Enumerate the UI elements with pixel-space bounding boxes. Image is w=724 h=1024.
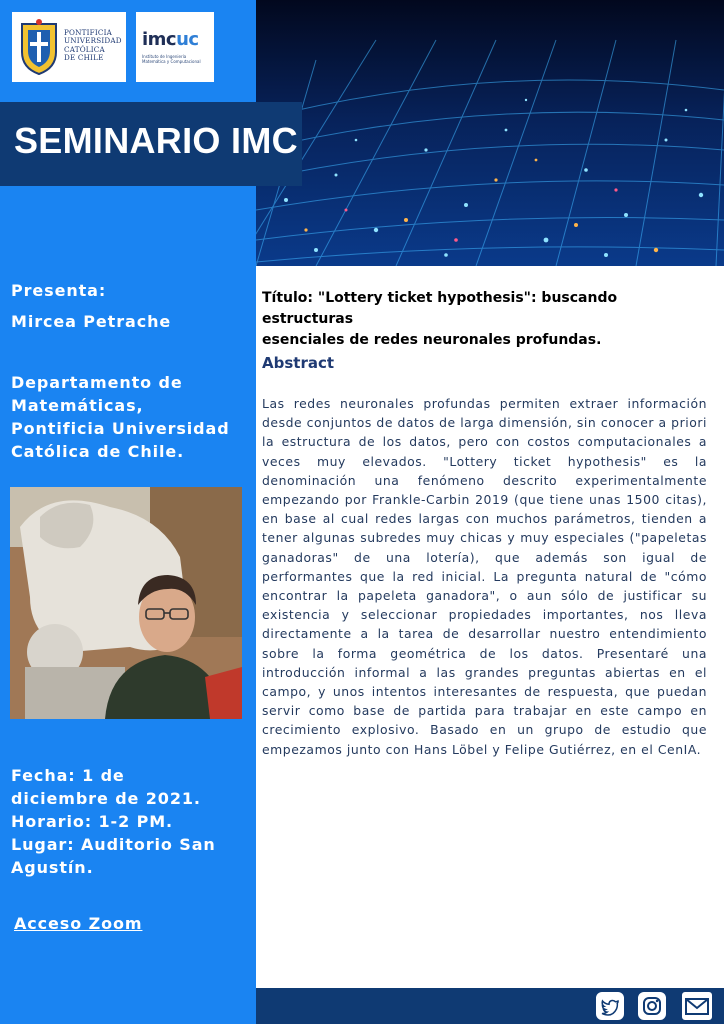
zoom-access-link[interactable]: Acceso Zoom [14, 914, 143, 933]
imc-logo [136, 12, 214, 82]
uc-logo [12, 12, 126, 82]
abstract-heading: Abstract [262, 354, 335, 372]
talk-title: Título: "Lottery ticket hypothesis": buscando estructuras esenciales de redes neuronales profundas. [262, 290, 618, 348]
twitter-icon[interactable] [594, 990, 626, 1022]
event-place-line-2: Agustín. [11, 858, 94, 877]
presenter-name: Mircea Petrache [11, 312, 172, 331]
imc-subtitle: Instituto de Ingeniería Matemática y Computacional [142, 54, 201, 64]
imc-wordmark: imcuc [142, 29, 199, 50]
event-details [11, 764, 216, 879]
presenter-affiliation: Departamento de Matemáticas, Pontificia Universidad Católica de Chile. [11, 373, 230, 461]
event-date-line-2: diciembre de 2021. [11, 789, 201, 808]
instagram-icon[interactable] [636, 990, 668, 1022]
hero-network-image [256, 0, 724, 266]
abstract-text: Las redes neuronales profundas permiten extraer información desde conjuntos de datos de larga dimensión, sin conocer a priori la estructura de los datos, pero con costos computacionales a veces muy elevados. "Lottery ticket hypothesis" es la denominación una fenómeno descrito experimentalmente empezando por Frankle-Carbin 2019 (que tiene unas 1500 citas), en base al cual redes largas con muchos parámetros, tienden a tener algunas subredes muy chicas y muy especiales ("papeletas ganadoras" de una lotería), que además son igual de performantes que la red inicial. La pregunta natural de "cómo encontrar la papeleta ganadora", o aun sólo de justificar su existencia y seleccionar propiedades importantes, nos lleva directamente a la tarea de desarrollar nuestro entendimiento sobre la forma geométrica de los datos. Presentaré una introducción informal a las grandes preguntas abiertas en el campo, y unos intentos interesantes de respuesta, que puedan servir como base de partida para trabajar en este campo en crecimiento explosivo. Basado en un grupo de estudio que empezamos junto con Hans Löbel y Felipe Gutiérrez, en el CenIA. [262, 396, 707, 757]
seminar-title: SEMINARIO IMC [14, 120, 298, 161]
event-time: Horario: 1-2 PM. [11, 812, 174, 831]
presenter-photo [10, 487, 242, 719]
event-place-line-1: Lugar: Auditorio San [11, 835, 216, 854]
presenter-label: Presenta: [11, 281, 107, 300]
uc-crest-icon [18, 18, 60, 76]
mail-icon[interactable] [680, 990, 714, 1022]
event-date-line-1: Fecha: 1 de [11, 766, 125, 785]
uc-name: PONTIFICIA UNIVERSIDAD CATÓLICA DE CHILE [64, 28, 122, 63]
seminar-banner [0, 102, 302, 186]
